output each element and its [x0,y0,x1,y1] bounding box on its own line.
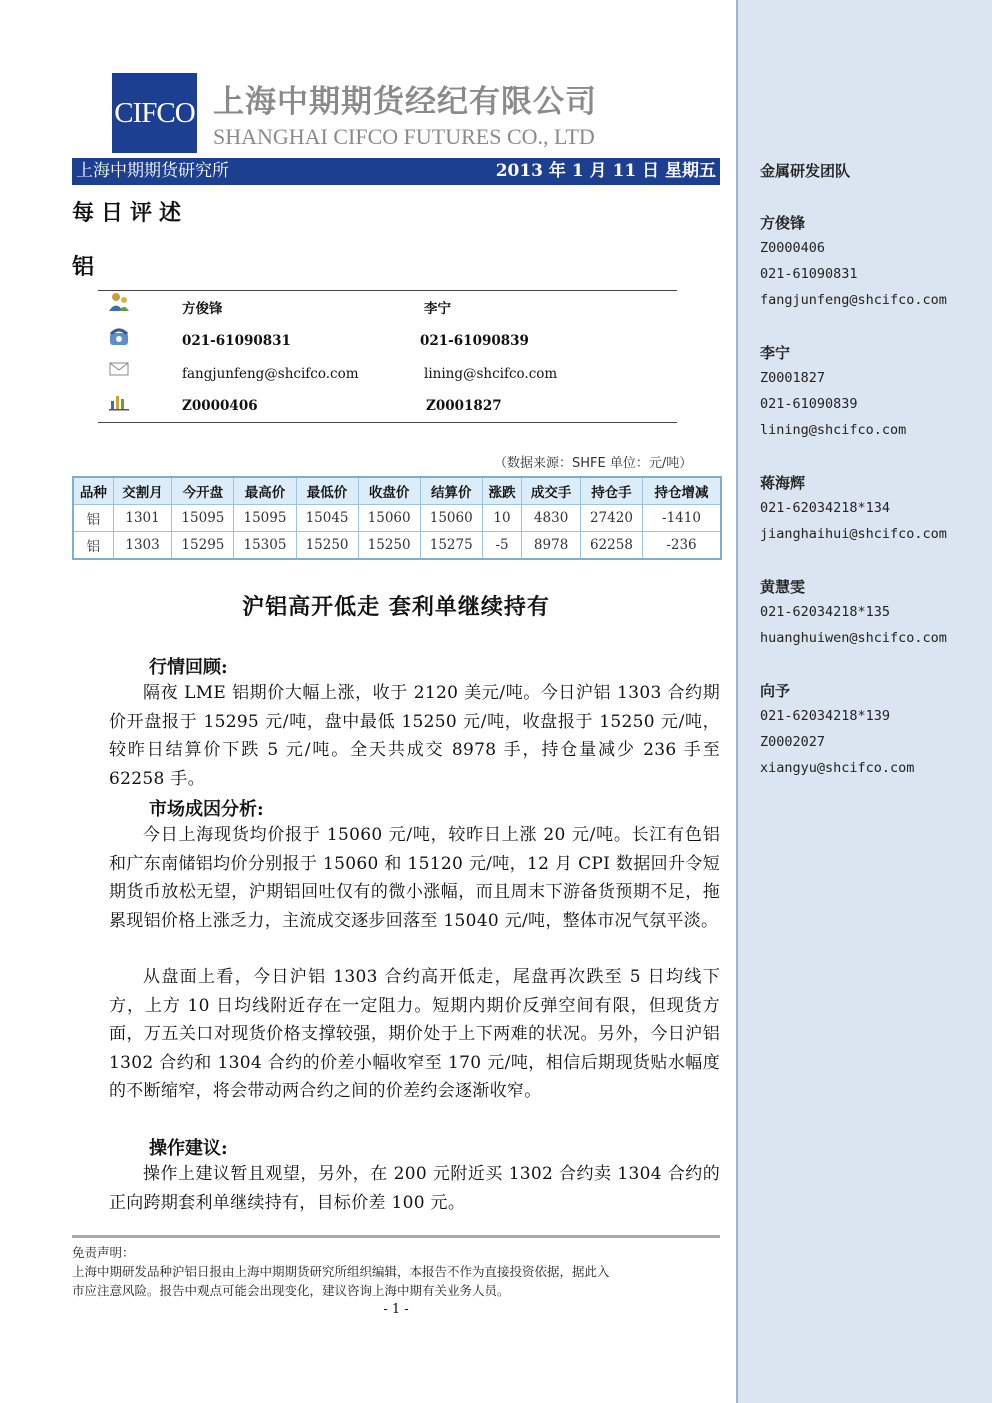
doc-type: 每日评述 [72,200,189,226]
table-cell: 1303 [113,532,172,560]
table-cell: 15250 [296,532,358,560]
member-email[interactable]: jianghaihui@shcifco.com [760,526,947,542]
member-email[interactable]: lining@shcifco.com [760,422,907,438]
contact-phone-2: 021-61090839 [420,333,529,349]
contact-phone-1: 021-61090831 [182,333,291,349]
column-header: 品种 [73,477,113,505]
table-row [73,505,721,532]
table-header-row [73,477,721,505]
column-header: 持仓增减 [642,477,721,505]
table-cell: 15295 [172,532,234,560]
paragraph-review: 隔夜 LME 铝期价大幅上涨，收于 2120 美元/吨。今日沪铝 1303 合约期价开盘报于 15295 元/吨，盘中最低 15250 元/吨，收盘报于 15250 元/吨，较昨日结算价下跌 5 元/吨。全天共成交 8978 手，持仓量减少 236 手至 62258 手。 [109,683,720,789]
contact-name-1: 方俊锋 [182,301,223,317]
disclaimer-line-1: 上海中期研发品种沪铝日报由上海中期期货研究所组织编辑，本报告不作为直接投资依据，据此入 [72,1264,610,1279]
member-line: 021-61090831 [760,266,858,282]
column-header: 持仓手 [580,477,642,505]
paragraph-advice: 操作上建议暂且观望，另外，在 200 元附近买 1302 合约卖 1304 合约的正向跨期套利单继续持有，目标价差 100 元。 [109,1164,720,1213]
column-header: 最高价 [234,477,296,505]
table-cell: 15275 [420,532,482,560]
email-icon [108,359,130,379]
contact-id-2: Z0001827 [426,398,502,414]
member-email[interactable]: xiangyu@shcifco.com [760,760,915,776]
member-line: 021-62034218*135 [760,604,891,620]
table-cell: 27420 [580,505,642,532]
article-title: 沪铝高开低走 套利单继续持有 [242,594,550,620]
member-name: 蒋海辉 [760,474,806,492]
table-cell: 铝 [73,505,113,532]
person-icon [108,292,130,312]
disclaimer-line-2: 市应注意风险。报告中观点可能会出现变化，建议咨询上海中期有关业务人员。 [72,1283,510,1298]
page-number: - 1 - [383,1302,409,1317]
contact-id-1: Z0000406 [182,398,258,414]
id-icon [108,391,130,411]
contact-email-1[interactable]: fangjunfeng@shcifco.com [182,366,359,382]
section-heading-advice: 操作建议: [149,1138,228,1159]
disclaimer-label: 免责声明： [72,1245,135,1260]
column-header: 结算价 [420,477,482,505]
divider [98,290,677,291]
team-title: 金属研发团队 [760,162,851,180]
member-line: 021-61090839 [760,396,858,412]
member-line: 021-62034218*139 [760,708,891,724]
section-heading-analysis: 市场成因分析: [149,799,264,820]
member-line: Z0000406 [760,240,826,256]
column-header: 收盘价 [358,477,420,505]
table-cell: -5 [482,532,522,560]
table-cell: 10 [482,505,522,532]
institute-name: 上海中期期货研究所 [76,161,229,181]
company-name-cn: 上海中期期货经纪有限公司 [213,84,597,120]
company-logo: CIFCO [112,73,197,153]
member-email[interactable]: fangjunfeng@shcifco.com [760,292,947,308]
table-cell: 铝 [73,532,113,560]
member-email[interactable]: huanghuiwen@shcifco.com [760,630,947,646]
table-cell: 4830 [522,505,581,532]
header-bar [72,158,720,185]
contact-email-2[interactable]: lining@shcifco.com [424,366,558,382]
commodity-heading: 铝 [72,254,102,280]
company-name-en: SHANGHAI CIFCO FUTURES CO., LTD [213,124,595,149]
phone-icon [108,327,130,347]
table-row [73,532,721,560]
table-cell: 15060 [420,505,482,532]
column-header: 今开盘 [172,477,234,505]
member-name: 黄慧雯 [760,578,806,596]
table-cell: 15250 [358,532,420,560]
paragraph-analysis-2: 从盘面上看，今日沪铝 1303 合约高开低走，尾盘再次跌至 5 日均线下方，上方 10 日均线附近存在一定阻力。短期内期价反弹空间有限，但现货方面，万五关口对现货价格支撑较强，期价处于上下两难的状况。另外，今日沪铝 1302 合约和 1304 合约的价差小幅收窄至 170 元/吨，相信后期现货贴水幅度的不断缩窄，将会带动两合约之间的价差约会逐渐收窄。 [109,967,720,1101]
report-date: 2013 年 1 月 11 日 星期五 [495,161,716,181]
section-heading-review: 行情回顾: [149,657,228,678]
table-cell: 15045 [296,505,358,532]
price-table [72,476,722,560]
member-line: Z0001827 [760,370,826,386]
member-line: 021-62034218*134 [760,500,891,516]
column-header: 成交手 [522,477,581,505]
member-line: Z0002027 [760,734,826,750]
column-header: 最低价 [296,477,358,505]
member-name: 方俊锋 [760,214,806,232]
column-header: 交割月 [113,477,172,505]
sidebar-panel [736,0,992,1403]
table-cell: -1410 [642,505,721,532]
table-cell: 15060 [358,505,420,532]
member-name: 李宁 [760,344,791,362]
footer-divider [72,1235,720,1238]
divider [98,422,677,423]
column-header: 涨跌 [482,477,522,505]
table-cell: 15305 [234,532,296,560]
table-cell: 15095 [234,505,296,532]
table-cell: -236 [642,532,721,560]
table-cell: 8978 [522,532,581,560]
source-note: （数据来源：SHFE 单位：元/吨） [494,456,693,471]
table-cell: 1301 [113,505,172,532]
contact-name-2: 李宁 [424,301,451,317]
paragraph-analysis-1: 今日上海现货均价报于 15060 元/吨，较昨日上涨 20 元/吨。长江有色铝和广东南储铝均价分别报于 15060 和 15120 元/吨，12 月 CPI 数据回升令短期货币放松无望，沪期铝回吐仅有的微小涨幅，而且周末下游备货预期不足，拖累现铝价格上涨乏力，主流成交逐步回落至 15040 元/吨，整体市况气氛平淡。 [109,825,720,931]
table-cell: 15095 [172,505,234,532]
table-cell: 62258 [580,532,642,560]
member-name: 向予 [760,682,791,700]
